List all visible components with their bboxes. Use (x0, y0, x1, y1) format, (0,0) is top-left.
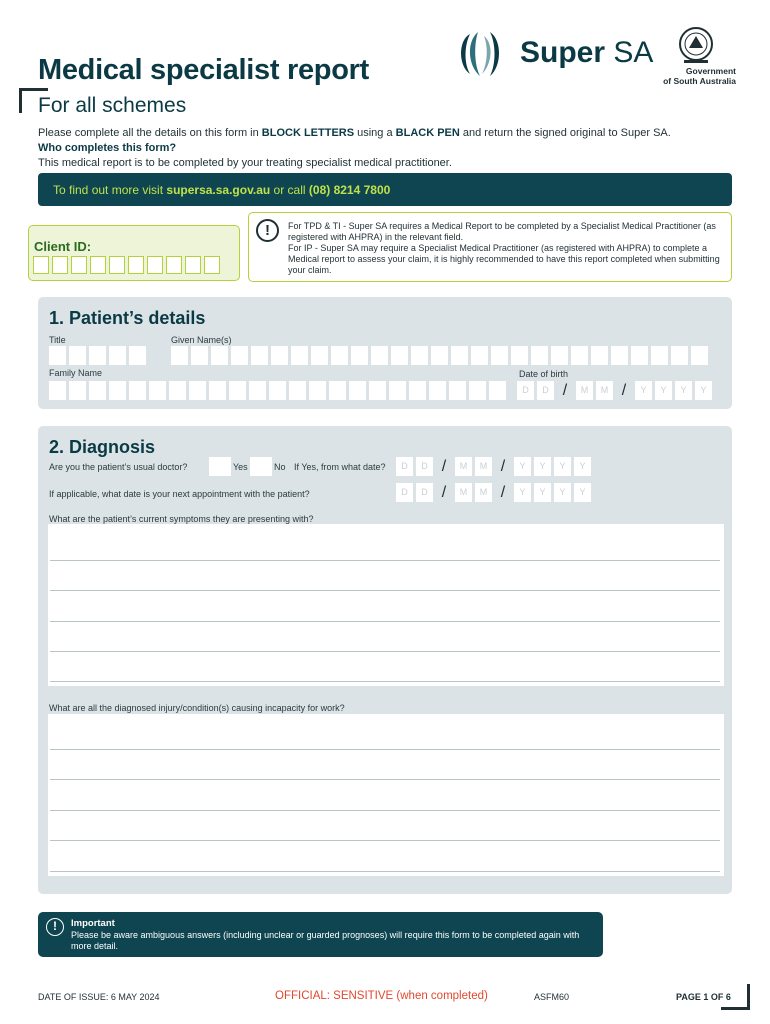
date-cell[interactable]: D (396, 483, 413, 502)
date-separator: / (562, 381, 568, 399)
character-cell[interactable] (129, 346, 146, 365)
character-cell[interactable] (229, 381, 246, 400)
no-label: No (274, 462, 286, 472)
website-link[interactable]: supersa.sa.gov.au (166, 183, 271, 197)
symptoms-line (50, 621, 720, 622)
date-cell[interactable]: Y (554, 457, 571, 476)
date-cell[interactable]: M (596, 381, 613, 400)
date-cell[interactable]: M (455, 457, 472, 476)
intro-text: Please complete all the details on this form in BLOCK LETTERS using a BLACK PEN and return the signed original to Super SA. Who completes this form? This medical report is to be completed by your treating specialist medical practitioner. (38, 127, 671, 169)
conditions-line (50, 871, 720, 872)
date-cell[interactable]: Y (695, 381, 712, 400)
character-cell[interactable] (69, 346, 86, 365)
date-separator: / (500, 457, 506, 475)
exclamation-icon: ! (46, 918, 64, 936)
character-cell[interactable] (69, 381, 86, 400)
character-cell[interactable] (128, 256, 144, 274)
usual-doctor-yes-checkbox[interactable] (209, 457, 231, 476)
title-label: Title (49, 335, 66, 345)
character-cell[interactable] (147, 256, 163, 274)
date-cell[interactable]: M (475, 483, 492, 502)
character-cell[interactable] (411, 346, 428, 365)
patient-details-heading: 1. Patient’s details (49, 308, 206, 328)
character-cell[interactable] (49, 346, 66, 365)
diagnosis-heading: 2. Diagnosis (49, 437, 156, 457)
symptoms-line (50, 651, 720, 652)
character-cell[interactable] (109, 381, 126, 400)
date-separator: / (441, 483, 447, 501)
date-cell[interactable]: M (576, 381, 593, 400)
conditions-textarea[interactable] (48, 714, 724, 876)
yes-label: Yes (233, 462, 248, 472)
date-cell[interactable]: M (475, 457, 492, 476)
character-cell[interactable] (129, 381, 146, 400)
date-cell[interactable]: D (396, 457, 413, 476)
character-cell[interactable] (109, 256, 125, 274)
character-cell[interactable] (371, 346, 388, 365)
character-cell[interactable] (331, 346, 348, 365)
symptoms-textarea[interactable] (48, 524, 724, 686)
character-cell[interactable] (89, 346, 106, 365)
usual-doctor-no-checkbox[interactable] (250, 457, 272, 476)
character-cell[interactable] (391, 346, 408, 365)
client-id-label: Client ID: (34, 239, 92, 254)
symptoms-line (50, 590, 720, 591)
character-cell[interactable] (491, 346, 508, 365)
conditions-line (50, 840, 720, 841)
super-sa-logo-icon (456, 30, 510, 78)
usual-doctor-question: Are you the patient’s usual doctor? (49, 462, 188, 472)
who-completes-heading: Who completes this form? (38, 142, 177, 154)
conditions-question: What are all the diagnosed injury/condition(s) causing incapacity for work? (49, 703, 345, 713)
next-appointment-date-input[interactable] (396, 483, 591, 502)
character-cell[interactable] (571, 346, 588, 365)
symptoms-line (50, 681, 720, 682)
character-cell[interactable] (409, 381, 426, 400)
date-cell[interactable]: M (455, 483, 472, 502)
corner-mark-bottom-right (721, 984, 750, 1010)
phone-link[interactable]: (08) 8214 7800 (308, 183, 391, 197)
important-text: Please be aware ambiguous answers (including unclear or guarded prognoses) will require this form to be completed again with more detail. (71, 930, 580, 951)
conditions-line (50, 749, 720, 750)
given-names-input[interactable] (171, 346, 708, 365)
character-cell[interactable] (511, 346, 528, 365)
date-cell[interactable]: Y (655, 381, 672, 400)
date-cell[interactable]: Y (675, 381, 692, 400)
date-cell[interactable]: D (517, 381, 534, 400)
scheme-notice-text: For TPD & TI - Super SA requires a Medical Report to be completed by a Specialist Medical Practitioner (as registered with AHPRA) in the relevant field. For IP - Super SA may require a Specialist Medical Practitioner (as registered with AHPRA) to complete a Medical report to assess your claim, it is highly recommended to have this report completed when submitting your claim. (288, 221, 720, 275)
classification-label: OFFICIAL: SENSITIVE (when completed) (275, 990, 488, 1002)
character-cell[interactable] (471, 346, 488, 365)
character-cell[interactable] (89, 381, 106, 400)
character-cell[interactable] (191, 346, 208, 365)
character-cell[interactable] (451, 346, 468, 365)
character-cell[interactable] (149, 381, 166, 400)
important-title: Important (71, 918, 115, 929)
date-cell[interactable]: D (416, 483, 433, 502)
character-cell[interactable] (33, 256, 49, 274)
date-of-issue: DATE OF ISSUE: 6 MAY 2024 (38, 992, 160, 1002)
date-cell[interactable]: Y (635, 381, 652, 400)
government-wordmark: Government of South Australia (663, 66, 736, 86)
character-cell[interactable] (469, 381, 486, 400)
date-cell[interactable]: Y (514, 457, 531, 476)
date-cell[interactable]: Y (554, 483, 571, 502)
character-cell[interactable] (309, 381, 326, 400)
character-cell[interactable] (189, 381, 206, 400)
usual-doctor-since-date-input[interactable] (396, 457, 591, 476)
date-cell[interactable]: Y (534, 483, 551, 502)
character-cell[interactable] (351, 346, 368, 365)
family-name-label: Family Name (49, 368, 103, 378)
character-cell[interactable] (109, 346, 126, 365)
if-yes-date-label: If Yes, from what date? (294, 462, 386, 472)
family-name-input[interactable] (49, 381, 506, 400)
character-cell[interactable] (231, 346, 248, 365)
character-cell[interactable] (429, 381, 446, 400)
character-cell[interactable] (271, 346, 288, 365)
character-cell[interactable] (49, 381, 66, 400)
character-cell[interactable] (52, 256, 68, 274)
next-appointment-question: If applicable, what date is your next appointment with the patient? (49, 489, 310, 499)
date-cell[interactable]: Y (574, 483, 591, 502)
date-cell[interactable]: Y (574, 457, 591, 476)
character-cell[interactable] (289, 381, 306, 400)
symptoms-question: What are the patient’s current symptoms they are presenting with? (49, 514, 314, 524)
symptoms-line (50, 560, 720, 561)
character-cell[interactable] (691, 346, 708, 365)
character-cell[interactable] (166, 256, 182, 274)
date-separator: / (500, 483, 506, 501)
character-cell[interactable] (531, 346, 548, 365)
character-cell[interactable] (651, 346, 668, 365)
date-cell[interactable]: Y (534, 457, 551, 476)
character-cell[interactable] (185, 256, 201, 274)
character-cell[interactable] (171, 346, 188, 365)
character-cell[interactable] (631, 346, 648, 365)
character-cell[interactable] (551, 346, 568, 365)
character-cell[interactable] (449, 381, 466, 400)
page-title: Medical specialist report (38, 54, 369, 86)
form-code: ASFM60 (534, 992, 570, 1002)
character-cell[interactable] (611, 346, 628, 365)
character-cell[interactable] (71, 256, 87, 274)
character-cell[interactable] (389, 381, 406, 400)
character-cell[interactable] (90, 256, 106, 274)
government-crest-icon (674, 26, 718, 66)
client-id-input[interactable] (33, 256, 220, 274)
character-cell[interactable] (489, 381, 506, 400)
super-sa-logo-text: Super SA (520, 36, 654, 69)
character-cell[interactable] (349, 381, 366, 400)
date-cell[interactable]: D (416, 457, 433, 476)
character-cell[interactable] (671, 346, 688, 365)
character-cell[interactable] (291, 346, 308, 365)
character-cell[interactable] (369, 381, 386, 400)
character-cell[interactable] (204, 256, 220, 274)
character-cell[interactable] (269, 381, 286, 400)
character-cell[interactable] (329, 381, 346, 400)
character-cell[interactable] (209, 381, 226, 400)
page-subtitle: For all schemes (38, 94, 187, 117)
date-cell[interactable]: D (537, 381, 554, 400)
page-number: PAGE 1 OF 6 (676, 992, 731, 1002)
conditions-line (50, 779, 720, 780)
exclamation-icon: ! (256, 219, 279, 242)
title-input[interactable] (49, 346, 146, 365)
conditions-line (50, 810, 720, 811)
date-separator: / (621, 381, 627, 399)
given-names-label: Given Name(s) (171, 335, 232, 345)
character-cell[interactable] (311, 346, 328, 365)
character-cell[interactable] (211, 346, 228, 365)
date-cell[interactable]: Y (514, 483, 531, 502)
character-cell[interactable] (431, 346, 448, 365)
date-of-birth-input[interactable] (517, 381, 712, 400)
date-separator: / (441, 457, 447, 475)
character-cell[interactable] (591, 346, 608, 365)
date-of-birth-label: Date of birth (519, 369, 569, 379)
character-cell[interactable] (169, 381, 186, 400)
character-cell[interactable] (249, 381, 266, 400)
contact-info-bar: To find out more visit supersa.sa.gov.au or call (08) 8214 7800 (38, 173, 732, 206)
character-cell[interactable] (251, 346, 268, 365)
